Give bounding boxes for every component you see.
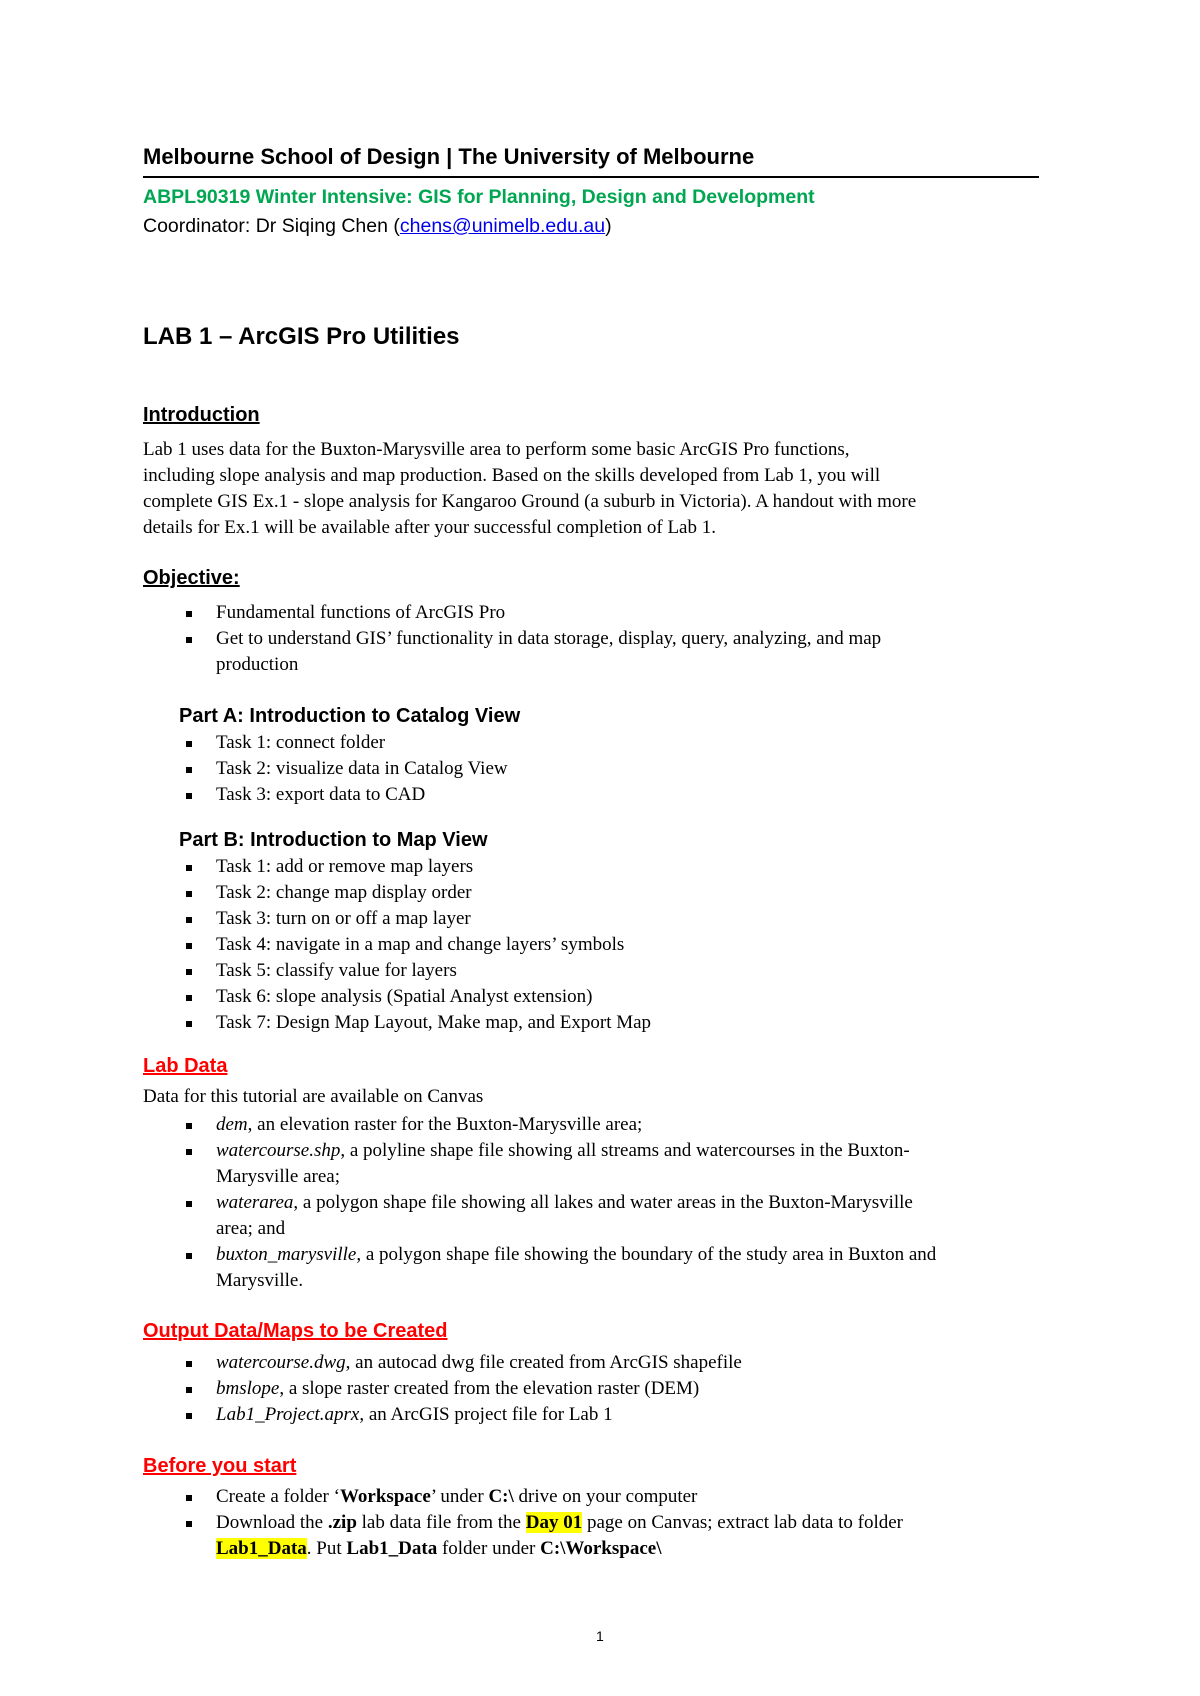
introduction-paragraph: [143, 437, 1068, 541]
school-header: Melbourne School of Design | The University of Melbourne: [143, 144, 755, 169]
list-item: Task 3: turn on or off a map layer: [143, 906, 651, 932]
bullet-icon: [186, 995, 192, 1001]
introduction-line: complete GIS Ex.1 - slope analysis for Kangaroo Ground (a suburb in Victoria). A handout with more: [143, 491, 917, 512]
bullet-icon: [186, 741, 192, 747]
bullet-icon: [186, 1495, 192, 1501]
objective-heading: Objective:: [143, 567, 240, 589]
before-start-heading: Before you start: [143, 1455, 297, 1477]
introduction-line: Lab 1 uses data for the Buxton-Marysville area to perform some basic ArcGIS Pro functions,: [143, 439, 850, 460]
list-item: waterarea, a polygon shape file showing all lakes and water areas in the Buxton-Marysville area; and: [143, 1190, 936, 1242]
introduction-line: details for Ex.1 will be available after your successful completion of Lab 1.: [143, 517, 716, 538]
coordinator-suffix: ): [605, 215, 612, 237]
list-item: dem, an elevation raster for the Buxton-Marysville area;: [143, 1112, 936, 1138]
list-item: Task 2: change map display order: [143, 880, 651, 906]
bullet-icon: [186, 891, 192, 897]
bullet-icon: [186, 793, 192, 799]
bullet-icon: [186, 637, 192, 643]
list-item: watercourse.shp, a polyline shape file showing all streams and watercourses in the Buxton- Marysville area;: [143, 1138, 936, 1190]
page-number: 1: [596, 1628, 604, 1644]
bullet-icon: [186, 917, 192, 923]
bullet-icon: [186, 1521, 192, 1527]
before-start-list: [143, 1484, 903, 1562]
list-item: buxton_marysville, a polygon shape file showing the boundary of the study area in Buxton and Marysville.: [143, 1242, 936, 1294]
lab-data-intro: Data for this tutorial are available on Canvas: [143, 1086, 484, 1107]
highlight-lab1-data: Lab1_Data: [216, 1538, 307, 1559]
bullet-icon: [186, 611, 192, 617]
coordinator-prefix: Coordinator: Dr Siqing Chen (: [143, 215, 400, 237]
list-item: Create a folder ‘Workspace’ under C:\ drive on your computer: [143, 1484, 903, 1510]
coordinator-line: [143, 215, 612, 238]
part-a-heading: Part A: Introduction to Catalog View: [179, 705, 521, 727]
lab-title: LAB 1 – ArcGIS Pro Utilities: [143, 323, 460, 350]
part-a-list: [143, 730, 508, 808]
bullet-icon: [186, 1253, 192, 1259]
bullet-icon: [186, 865, 192, 871]
bullet-icon: [186, 1149, 192, 1155]
list-item: Task 4: navigate in a map and change layers’ symbols: [143, 932, 651, 958]
bullet-icon: [186, 1413, 192, 1419]
list-item: Download the .zip lab data file from the Day 01 page on Canvas; extract lab data to folder Lab1_Data. Put Lab1_Data folder under C:\Workspace\: [143, 1510, 903, 1562]
list-item: Task 3: export data to CAD: [143, 782, 508, 808]
bullet-icon: [186, 767, 192, 773]
bullet-icon: [186, 1201, 192, 1207]
bullet-icon: [186, 969, 192, 975]
list-item: Lab1_Project.aprx, an ArcGIS project file for Lab 1: [143, 1402, 742, 1428]
list-item: Task 7: Design Map Layout, Make map, and Export Map: [143, 1010, 651, 1036]
lab-data-heading: Lab Data: [143, 1055, 228, 1077]
list-item: Get to understand GIS’ functionality in data storage, display, query, analyzing, and map production: [143, 626, 881, 678]
lab-data-list: [143, 1112, 936, 1294]
highlight-day-01: Day 01: [525, 1512, 583, 1533]
output-data-heading: Output Data/Maps to be Created: [143, 1320, 448, 1342]
part-b-heading: Part B: Introduction to Map View: [179, 829, 488, 851]
list-item: Task 2: visualize data in Catalog View: [143, 756, 508, 782]
coordinator-email-link[interactable]: chens@unimelb.edu.au: [399, 215, 606, 237]
bullet-icon: [186, 1021, 192, 1027]
introduction-heading: Introduction: [143, 404, 260, 426]
list-item: bmslope, a slope raster created from the elevation raster (DEM): [143, 1376, 742, 1402]
introduction-line: including slope analysis and map production. Based on the skills developed from Lab 1, you will: [143, 465, 881, 486]
output-data-list: [143, 1350, 742, 1428]
course-title: ABPL90319 Winter Intensive: GIS for Planning, Design and Development: [143, 186, 815, 208]
list-item: Task 5: classify value for layers: [143, 958, 651, 984]
list-item: Task 6: slope analysis (Spatial Analyst extension): [143, 984, 651, 1010]
bullet-icon: [186, 1123, 192, 1129]
list-item: Task 1: connect folder: [143, 730, 508, 756]
bullet-icon: [186, 943, 192, 949]
list-item: Fundamental functions of ArcGIS Pro: [143, 600, 881, 626]
objective-list: [143, 600, 881, 678]
bullet-icon: [186, 1387, 192, 1393]
list-item: Task 1: add or remove map layers: [143, 854, 651, 880]
bullet-icon: [186, 1361, 192, 1367]
part-b-list: [143, 854, 651, 1036]
header-rule: [143, 176, 1039, 178]
list-item: watercourse.dwg, an autocad dwg file created from ArcGIS shapefile: [143, 1350, 742, 1376]
